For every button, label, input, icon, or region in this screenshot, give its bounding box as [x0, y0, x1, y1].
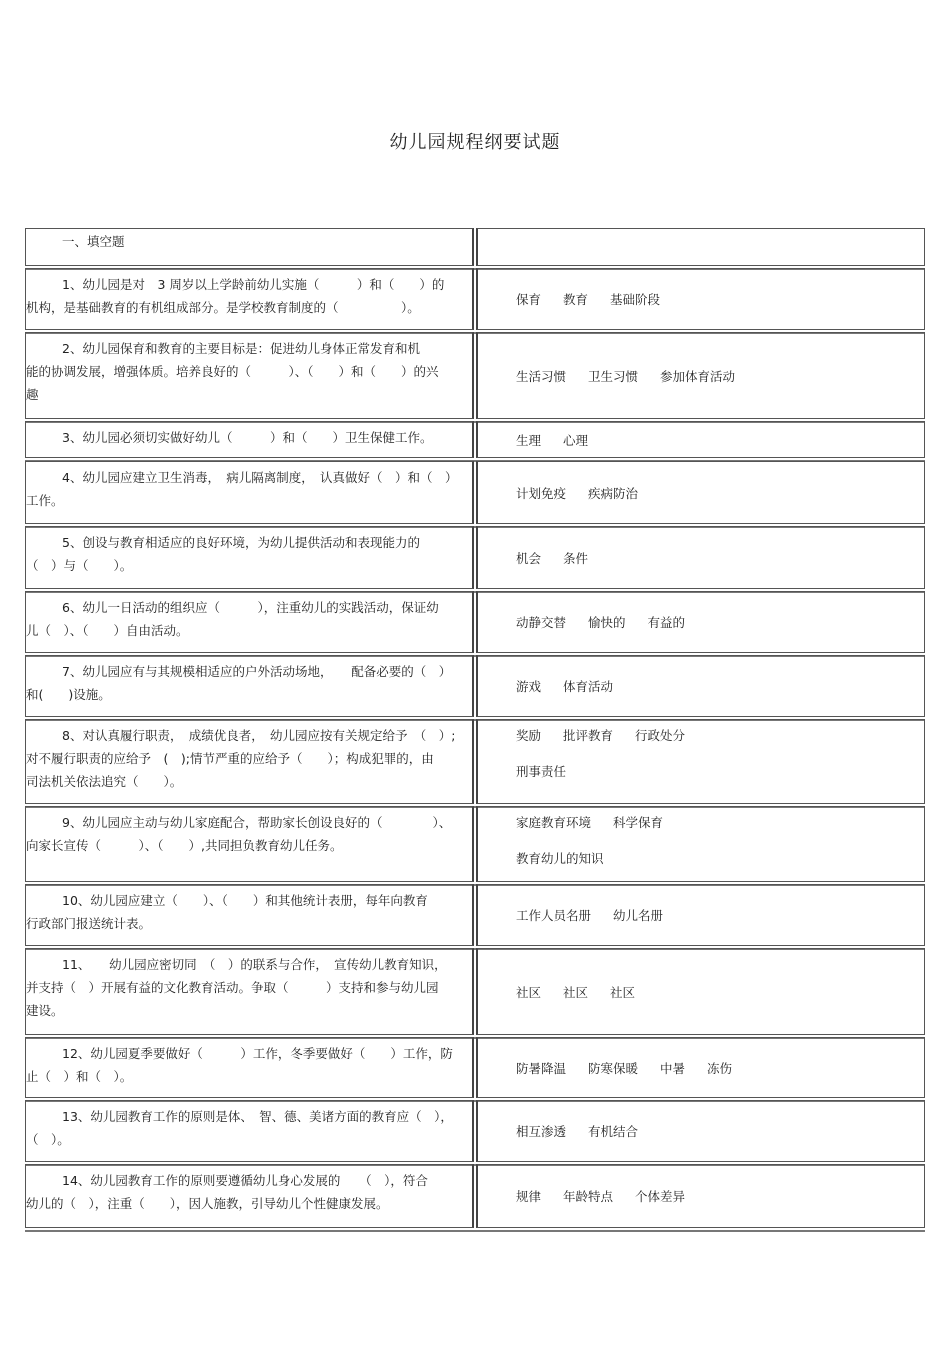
answer-text [516, 1120, 916, 1144]
answer-item: 行政处分 [635, 728, 686, 743]
answer-cell [476, 591, 925, 653]
question-text [26, 953, 466, 1022]
answer-text [516, 365, 916, 389]
question-line: 10、幼儿园应建立（ ）、（ ）和其他统计表册，每年向教育 [62, 893, 428, 908]
answer-item: 科学保育 [613, 815, 664, 830]
answer-item: 基础阶段 [610, 292, 661, 307]
answer-item: 社区 [610, 985, 636, 1000]
answer-cell [476, 719, 925, 804]
question-row [25, 526, 925, 589]
answer-cell [476, 461, 925, 524]
question-line: 8、对认真履行职责， 成绩优良者， 幼儿园应按有关规定给予 （ ）; [62, 728, 456, 743]
answer-item: 计划免疫 [516, 486, 567, 501]
question-cell [25, 655, 474, 717]
question-row [25, 719, 925, 804]
question-line: （ ）与（ ）。 [26, 558, 133, 573]
question-row [25, 806, 925, 882]
answer-item: 教育幼儿的知识 [516, 851, 604, 866]
answer-text [516, 1185, 916, 1209]
answer-item: 生活习惯 [516, 369, 567, 384]
answer-item: 冻伤 [707, 1061, 733, 1076]
question-text [26, 531, 466, 577]
question-cell [25, 268, 474, 330]
answer-cell [476, 1164, 925, 1228]
answer-line [516, 805, 916, 841]
question-row [25, 461, 925, 524]
answer-text [516, 981, 916, 1005]
answer-item: 中暑 [660, 1061, 686, 1076]
answer-item: 有益的 [647, 615, 686, 630]
answer-line [516, 679, 635, 694]
question-cell [25, 461, 474, 524]
question-line: 7、幼儿园应有与其规模相适应的户外活动场地， 配备必要的（ ） [62, 664, 452, 679]
answer-item: 奖励 [516, 728, 542, 743]
answer-line [516, 718, 916, 754]
answer-item: 游戏 [516, 679, 542, 694]
answer-cell [476, 526, 925, 589]
question-cell [25, 884, 474, 946]
answer-item: 社区 [516, 985, 542, 1000]
question-text [26, 596, 466, 642]
answer-item: 家庭教育环境 [516, 815, 592, 830]
question-line: （ ）。 [26, 1132, 70, 1147]
question-row [25, 332, 925, 419]
question-text [26, 889, 466, 935]
question-line: 工作。 [26, 493, 64, 508]
question-text [26, 1169, 466, 1215]
question-line: 2、幼儿园保育和教育的主要目标是：促进幼儿身体正常发育和机 [62, 341, 420, 356]
question-text [26, 660, 466, 706]
answer-text [516, 718, 916, 790]
question-line: 4、幼儿园应建立卫生消毒， 病儿隔离制度， 认真做好（ ）和（ ） [62, 470, 458, 485]
answer-item: 相互渗透 [516, 1124, 567, 1139]
answer-line [516, 292, 682, 307]
answer-item: 教育 [563, 292, 589, 307]
answer-line [516, 1124, 660, 1139]
answer-line [516, 754, 916, 790]
page-title: 幼儿园规程纲要试题 [389, 132, 561, 153]
answer-cell [476, 421, 925, 458]
answer-item: 规律 [516, 1189, 542, 1204]
answer-item: 愉快的 [588, 615, 626, 630]
answer-item: 个体差异 [635, 1189, 686, 1204]
question-cell [25, 421, 474, 458]
question-text [26, 724, 466, 793]
question-text [26, 1105, 466, 1151]
question-text [26, 337, 466, 406]
answer-text [516, 904, 916, 928]
question-line: 13、幼儿园教育工作的原则是体、 智、德、美诸方面的教育应（ ）， [62, 1109, 453, 1124]
question-row [25, 591, 925, 653]
question-line: 儿（ ）、（ ）自由活动。 [26, 623, 189, 638]
question-line: 和( )设施。 [26, 687, 111, 702]
answer-line [516, 551, 610, 566]
question-text [26, 1042, 466, 1088]
question-cell [25, 948, 474, 1035]
question-line: 14、幼儿园教育工作的原则要遵循幼儿身心发展的 （ ），符合 [62, 1173, 428, 1188]
question-row [25, 655, 925, 717]
question-line: 12、幼儿园夏季要做好（ ）工作，冬季要做好（ ）工作，防 [62, 1046, 453, 1061]
question-line: 行政部门报送统计表。 [26, 916, 152, 931]
answer-cell [476, 268, 925, 330]
question-line: 建设。 [26, 1003, 64, 1018]
answer-cell [476, 806, 925, 882]
question-row [25, 884, 925, 946]
question-row [25, 948, 925, 1035]
answer-cell [476, 884, 925, 946]
question-line: 5、创设与教育相适应的良好环境，为幼儿提供活动和表现能力的 [62, 535, 420, 550]
question-line: 对不履行职责的应给予 ( );情节严重的应给予（ ）；构成犯罪的，由 [26, 751, 434, 766]
answer-item: 机会 [516, 551, 542, 566]
question-cell [25, 332, 474, 419]
answer-line [516, 908, 685, 923]
answer-item: 保育 [516, 292, 542, 307]
answer-item: 工作人员名册 [516, 908, 592, 923]
answer-line [516, 369, 757, 384]
answer-item: 幼儿名册 [613, 908, 664, 923]
question-cell [25, 719, 474, 804]
question-line: 6、幼儿一日活动的组织应（ ），注重幼儿的实践活动，保证幼 [62, 600, 439, 615]
question-line: 向家长宣传（ ）、（ ）,共同担负教育幼儿任务。 [26, 838, 343, 853]
question-line: 9、幼儿园应主动与幼儿家庭配合，帮助家长创设良好的（ ）、 [62, 815, 452, 830]
question-row [25, 268, 925, 330]
question-cell [25, 1164, 474, 1228]
answer-item: 社区 [563, 985, 589, 1000]
question-cell [25, 1100, 474, 1162]
question-row [25, 1100, 925, 1162]
answer-line [516, 1189, 707, 1204]
answer-item: 刑事责任 [516, 764, 567, 779]
answer-item: 防寒保暖 [588, 1061, 639, 1076]
question-cell [25, 526, 474, 589]
question-line: 幼儿的（ ），注重（ ），因人施教，引导幼儿个性健康发展。 [26, 1196, 389, 1211]
answer-item: 生理 [516, 433, 542, 448]
answer-line [516, 1061, 754, 1076]
answer-item: 参加体育活动 [660, 369, 736, 384]
answer-item: 条件 [563, 551, 589, 566]
question-line: 3、幼儿园必须切实做好幼儿（ ）和（ ）卫生保健工作。 [62, 430, 433, 445]
answer-line [516, 615, 707, 630]
answer-cell [476, 655, 925, 717]
answer-item: 有机结合 [588, 1124, 639, 1139]
answer-item: 年龄特点 [563, 1189, 614, 1204]
answer-item: 心理 [563, 433, 589, 448]
question-text [26, 466, 466, 512]
answer-item: 批评教育 [563, 728, 614, 743]
answer-text [516, 547, 916, 571]
question-line: 趣 [26, 387, 39, 402]
answer-item: 动静交替 [516, 615, 567, 630]
question-cell [25, 591, 474, 653]
question-line: 11、 幼儿园应密切同 （ ）的联系与合作， 宣传幼儿教育知识， [62, 957, 447, 972]
answer-line [516, 433, 610, 448]
answer-cell [476, 1100, 925, 1162]
answer-text [516, 611, 916, 635]
question-line: 能的协调发展，增强体质。培养良好的（ ）、（ ）和（ ）的兴 [26, 364, 439, 379]
question-line: 止（ ）和（ ）。 [26, 1069, 133, 1084]
question-row [25, 1164, 925, 1228]
answer-text [516, 429, 916, 453]
question-line: 机构，是基础教育的有机组成部分。是学校教育制度的（ ）。 [26, 300, 420, 315]
question-row [25, 421, 925, 458]
answer-cell [476, 948, 925, 1035]
question-cell [25, 228, 474, 266]
question-row [25, 1037, 925, 1098]
question-cell [25, 806, 474, 882]
answer-cell [476, 228, 925, 266]
answer-item: 卫生习惯 [588, 369, 639, 384]
question-text [26, 426, 466, 449]
answer-item: 疾病防治 [588, 486, 639, 501]
answer-text [516, 288, 916, 312]
answer-cell [476, 1037, 925, 1098]
question-line: 司法机关依法追究（ ）。 [26, 774, 183, 789]
answer-text [516, 482, 916, 506]
answer-line [516, 486, 660, 501]
section-heading: 一、填空题 [62, 234, 125, 249]
question-line: 并支持（ ）开展有益的文化教育活动。争取（ ）支持和参与幼儿园 [26, 980, 439, 995]
question-text [26, 273, 466, 319]
section-header-row [25, 228, 925, 266]
question-line: 1、幼儿园是对 3 周岁以上学龄前幼儿实施（ ）和（ ）的 [62, 277, 445, 292]
answer-text [516, 675, 916, 699]
question-text [26, 811, 466, 857]
answer-line [516, 841, 916, 877]
answer-item: 防暑降温 [516, 1061, 567, 1076]
question-cell [25, 1037, 474, 1098]
answer-text [516, 1057, 916, 1081]
answer-text [516, 805, 916, 877]
answer-cell [476, 332, 925, 419]
answer-line [516, 985, 657, 1000]
answer-item: 体育活动 [563, 679, 614, 694]
